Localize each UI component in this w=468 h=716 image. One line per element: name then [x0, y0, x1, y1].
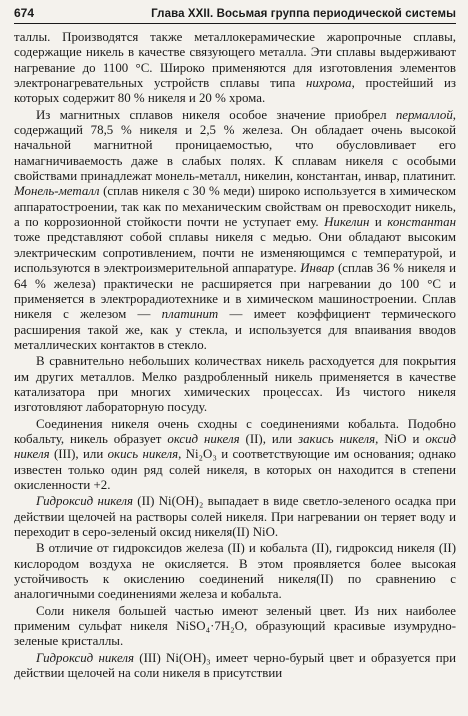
- italic-term: закись никеля: [298, 431, 376, 446]
- page-number: 674: [14, 6, 35, 20]
- text-run: (III), или: [49, 447, 108, 462]
- paragraph: [14, 354, 456, 415]
- paragraph: [14, 541, 456, 602]
- text-run: и: [369, 215, 388, 230]
- paragraph: [14, 604, 456, 650]
- text-run: , содержащий 78,5 % никеля и 2,5 % железа. Он обладает очень высокой начальной магнитной проницаемостью, что обусловливает его намагничиваемость даже в слабых полях. К сплавам никеля с особыми свойствами принадлежат монель-металл, никелин, константан, инвар, платинит.: [14, 107, 456, 184]
- text-run: (II) Ni(OH)₂ выпадает в виде светло-зеленого осадка при действии щелочей на растворы солей никеля. При нагревании он теряет воду и переходит в серо-зеленый оксид никеля(II) NiO.: [14, 494, 456, 539]
- text-run: Из магнитных сплавов никеля особое значение приобрел: [36, 107, 396, 122]
- italic-term: Никелин: [324, 215, 370, 230]
- italic-term: окись никеля: [107, 447, 179, 462]
- text-run: , Ni₂O₃ и соответствующие им основания; однако известен только один ряд солей никеля, в которых он находится в степени окисленности +2.: [14, 447, 456, 492]
- page-header: [14, 6, 456, 24]
- paragraph: [14, 417, 456, 494]
- italic-term: нихрома: [305, 76, 352, 91]
- page-body: [14, 30, 456, 681]
- text-run: (сплав 36 % никеля и 64 % железа) практически не расширяется при нагревании до 100 °С и применяется в электрорадиотехнике и в химическом машиностроении. Сплав никеля с железом —: [14, 261, 456, 322]
- text-run: , простейший из которых содержит 80 % никеля и 20 % хрома.: [14, 76, 456, 106]
- paragraph: [14, 108, 456, 354]
- text-run: (II), или: [239, 431, 299, 446]
- italic-term: пермаллой: [395, 107, 453, 122]
- italic-term: Гидроксид никеля: [36, 650, 135, 665]
- italic-term: Гидроксид никеля: [36, 494, 134, 509]
- text-run: — имеет коэффициент термического расширения такой же, как у стекла, и используется для впаивания вводов металлических контактов в стекло.: [14, 307, 456, 352]
- italic-term: платинит: [161, 307, 219, 322]
- paragraph: [14, 30, 456, 107]
- text-run: (III) Ni(OH)₃ имеет черно-бурый цвет и образуется при действии щелочей на соли никеля в присутствии: [14, 650, 456, 681]
- text-run: В отличие от гидроксидов железа (II) и кобальта (II), гидроксид никеля (II) кислородом воздуха не окисляется. В этом проявляется более высокая устойчивость к окислению соединений никеля(II) по сравнению с аналогичными соединениями железа и кобальта.: [14, 541, 456, 602]
- italic-term: оксид никеля: [167, 431, 240, 446]
- italic-term: константан: [387, 215, 456, 230]
- paragraph: [14, 651, 456, 682]
- text-run: таллы. Производятся также металлокерамические жаропрочные сплавы, содержащие никель в качестве связующего металла. Эти сплавы выдерживают нагревание до 1100 °С. Широко применяются для изготовления элементов электронагревательных устройств сплавы типа: [14, 30, 456, 91]
- italic-term: оксид никеля: [14, 431, 457, 462]
- text-run: Соли никеля большей частью имеют зеленый цвет. Из них наиболее применим сульфат никеля NiSO₄·7H₂O, образующий красивые изумрудно-зеленые кристаллы.: [14, 603, 456, 649]
- paragraph: [14, 494, 456, 540]
- text-run: тоже представляют собой сплавы никеля с медью. Они обладают высоким электрическим сопротивлением, почти не изменяющимся с температурой, и используются в электроизмерительной аппаратуре.: [14, 230, 456, 276]
- italic-term: Монель-металл: [14, 184, 100, 199]
- text-run: , NiO и: [375, 431, 426, 446]
- text-run: (сплав никеля с 30 % меди) широко используется в химическом аппаратостроении, так как по механическим свойствам он превосходит никель, а по коррозионной стойкости почти не уступает ему.: [14, 184, 456, 230]
- text-run: В сравнительно небольших количествах никель расходуется для покрытия им других металлов. Мелко раздробленный никель применяется в качестве катализатора при многих химических процессах. Из чистого никеля изготовляют лабораторную посуду.: [14, 354, 456, 415]
- italic-term: Инвар: [300, 261, 335, 276]
- text-run: Соединения никеля очень сходны с соединениями кобальта. Подобно кобальту, никель образует: [14, 416, 456, 446]
- running-title: Глава XXII. Восьмая группа периодической системы: [151, 8, 456, 20]
